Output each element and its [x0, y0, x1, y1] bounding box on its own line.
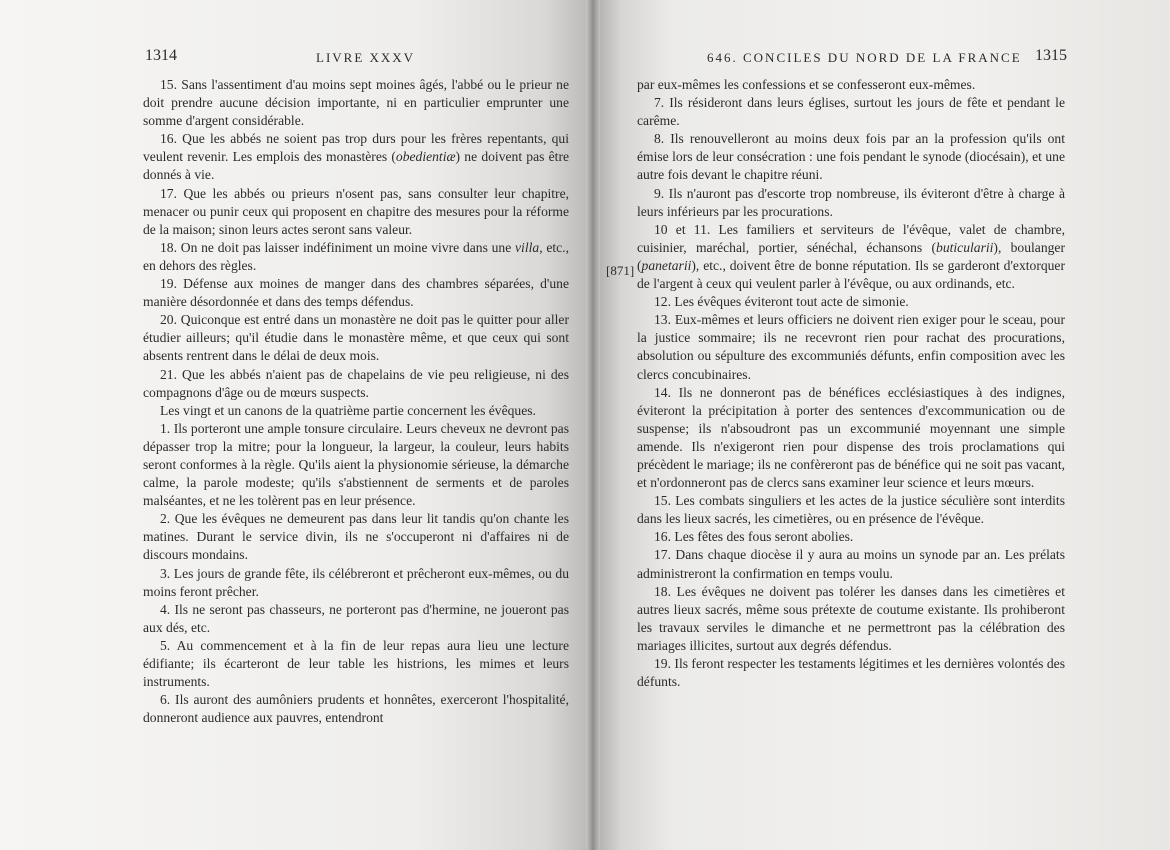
right-body-text: [637, 76, 1065, 691]
paragraph-text: 16. Que les abbés ne soient pas trop durs pour les frères repentants, qui veulent revenir. Les emplois des monastères (: [143, 131, 569, 165]
italic-term: villa: [515, 239, 540, 255]
paragraph-text: 21. Que les abbés n'aient pas de chapelains de vie peu religieuse, ni des compagnons d'âge ou de mœurs suspects.: [143, 366, 569, 400]
paragraph: [143, 76, 569, 130]
left-page-number: 1314: [145, 47, 177, 64]
paragraph-text: 10 et 11. Les familiers et serviteurs de l'évêque, valet de chambre, cuisinier, maréchal, portier, sénéchal, échansons (: [637, 221, 1065, 255]
paragraph-text: 5. Au commencement et à la fin de leur repas aura lieu une lecture édifiante; ils écarteront de leur table les histrions, les mimes et leurs instruments.: [143, 637, 569, 690]
paragraph: [143, 311, 569, 365]
paragraph-text: 13. Eux-mêmes et leurs officiers ne doivent rien exiger pour le sceau, pour la justice sommaire; ils ne recevront rien pour rachat des procurations, absolution ou sépulture des excommuniés défunts, enfin composition avec les clercs concubinaires.: [637, 312, 1065, 382]
paragraph: [143, 239, 569, 275]
paragraph: [637, 528, 1065, 546]
book-gutter: [586, 0, 600, 850]
left-running-head: LIVRE XXXV: [316, 50, 416, 65]
paragraph-text: 3. Les jours de grande fête, ils célébreront et prêcheront eux-mêmes, ou du moins feront prêcher.: [143, 565, 569, 599]
paragraph: [637, 94, 1065, 130]
paragraph-text: 4. Ils ne seront pas chasseurs, ne porteront pas d'hermine, ne joueront pas aux dés, etc.: [143, 601, 569, 635]
paragraph-text: 18. Les évêques ne doivent pas tolérer les danses dans les cimetières et autres lieux sacrés, même sous prétexte de coutume existante. Ils prohiberont les travaux serviles le dimanche et ne permettront pas la célébration des mariages illicites, surtout aux degrés défendus.: [637, 583, 1065, 653]
paragraph-text: 14. Ils ne donneront pas de bénéfices ecclésiastiques à des indignes, éviteront la précipitation à porter des sentences d'excommunication ou de suspense; ils n'absoudront pas un excommunié moyennant une simple amende. Ils n'exigeront rien pour dispense des trois proclamations qui précèdent le mariage; ils ne confèreront pas de bénéfice qui ne soit pas vacant, et n'ordonneront pas de clercs sans examiner leur science et leurs mœurs.: [637, 384, 1065, 491]
paragraph: [637, 185, 1065, 221]
paragraph-text: ), boulanger (: [637, 239, 1065, 273]
paragraph: [637, 293, 1065, 311]
paragraph-text: 1. Ils porteront une ample tonsure circulaire. Leurs cheveux ne devront pas dépasser trop la mitre; pour la longueur, la largeur, la couleur, leurs habits seront conformes à la règle. Qu'ils aient la physionomie sérieuse, la démarche calme, la parole modeste; qu'ils s'abstiennent de serments et de paroles malséantes, et ne les tolèrent pas en leur présence.: [143, 420, 569, 509]
paragraph: [143, 601, 569, 637]
paragraph: [637, 655, 1065, 691]
paragraph-text: 17. Dans chaque diocèse il y aura au moins un synode par an. Les prélats administreront la confirmation en temps voulu.: [637, 547, 1065, 581]
paragraph: [143, 510, 569, 564]
italic-term: obedientiæ: [395, 149, 456, 165]
paragraph-text: par eux-mêmes les confessions et se confesseront eux-mêmes.: [637, 77, 976, 92]
paragraph: [143, 366, 569, 402]
paragraph: [143, 275, 569, 311]
paragraph: [143, 130, 569, 184]
paragraph-text: 16. Les fêtes des fous seront abolies.: [654, 529, 854, 545]
paragraph: [637, 583, 1065, 655]
paragraph: [637, 492, 1065, 528]
right-running-head: 646. CONCILES DU NORD DE LA FRANCE: [707, 50, 1022, 65]
paragraph: [143, 185, 569, 239]
italic-term: panetarii: [641, 257, 692, 273]
paragraph-text: 2. Que les évêques ne demeurent pas dans leur lit tandis qu'on chante les matines. Durant le service divin, ils ne s'occuperont ni d'affaires ni de discours mondains.: [143, 511, 569, 563]
paragraph: [637, 221, 1065, 293]
paragraph-text: 19. Ils feront respecter les testaments légitimes et les dernières volontés des défunts.: [637, 656, 1065, 690]
paragraph: [637, 130, 1065, 184]
paragraph: [637, 311, 1065, 383]
paragraph-text: ), etc., doivent être de bonne réputation. Ils se garderont d'extorquer de l'argent à ceux qui veulent parler à l'évêque, ou aux ordinands, etc.: [637, 257, 1065, 292]
paragraph-text: ) ne doivent pas être donnés à vie.: [143, 149, 570, 183]
paragraph: [637, 76, 1065, 94]
paragraph: [143, 691, 569, 727]
paragraph-text: 8. Ils renouvelleront au moins deux fois par an la profession qu'ils ont émise lors de leur consécration : une fois pendant le synode (diocésain), et une autre fois devant le chapitre réuni.: [637, 131, 1065, 183]
paragraph: [143, 565, 569, 601]
paragraph: [143, 402, 569, 420]
paragraph: [637, 546, 1065, 582]
italic-term: buticularii: [936, 239, 994, 255]
paragraph: [143, 637, 569, 691]
paragraph-text: Les vingt et un canons de la quatrième partie concernent les évêques.: [160, 402, 536, 418]
paragraph: [143, 420, 569, 510]
paragraph-text: 19. Défense aux moines de manger dans des chambres séparées, d'une manière désordonnée et dans des temps défendus.: [143, 276, 569, 310]
paragraph-text: , etc., en dehors des règles.: [143, 239, 569, 273]
right-page-number: 1315: [1035, 47, 1067, 64]
paragraph-text: 17. Que les abbés ou prieurs n'osent pas, sans consulter leur chapitre, menacer ou punir ceux qui proposent en chapitre des mesures pour la réforme de la maison; sinon leurs actes seront sans valeur.: [143, 185, 569, 237]
paragraph: [637, 384, 1065, 493]
paragraph-text: 7. Ils résideront dans leurs églises, surtout les jours de fête et pendant le carême.: [637, 95, 1065, 129]
paragraph-text: 6. Ils auront des aumôniers prudents et honnêtes, exerceront l'hospitalité, donneront audience aux pauvres, entendront: [143, 692, 569, 726]
margin-note: [871]: [606, 263, 635, 278]
paragraph-text: 15. Sans l'assentiment d'au moins sept moines âgés, l'abbé ou le prieur ne doit prendre aucune décision importante, ni en particulier emprunter une somme d'argent considérable.: [143, 77, 569, 129]
paragraph-text: 20. Quiconque est entré dans un monastère ne doit pas le quitter pour aller étudier ailleurs; qu'il étudie dans le monastère même, et que ceux qui sont absents rentrent dans le délai de deux mois.: [143, 312, 569, 364]
paragraph-text: 18. On ne doit pas laisser indéfiniment un moine vivre dans une: [160, 239, 516, 255]
paragraph-text: 9. Ils n'auront pas d'escorte trop nombreuse, ils éviteront d'être à charge à leurs inférieurs par les procurations.: [637, 185, 1065, 219]
paragraph-text: 12. Les évêques éviteront tout acte de simonie.: [654, 294, 909, 310]
left-body-text: [143, 76, 569, 727]
paragraph-text: 15. Les combats singuliers et les actes de la justice séculière sont interdits dans les lieux sacrés, les cimetières, ou en présence de l'évêque.: [637, 493, 1065, 527]
